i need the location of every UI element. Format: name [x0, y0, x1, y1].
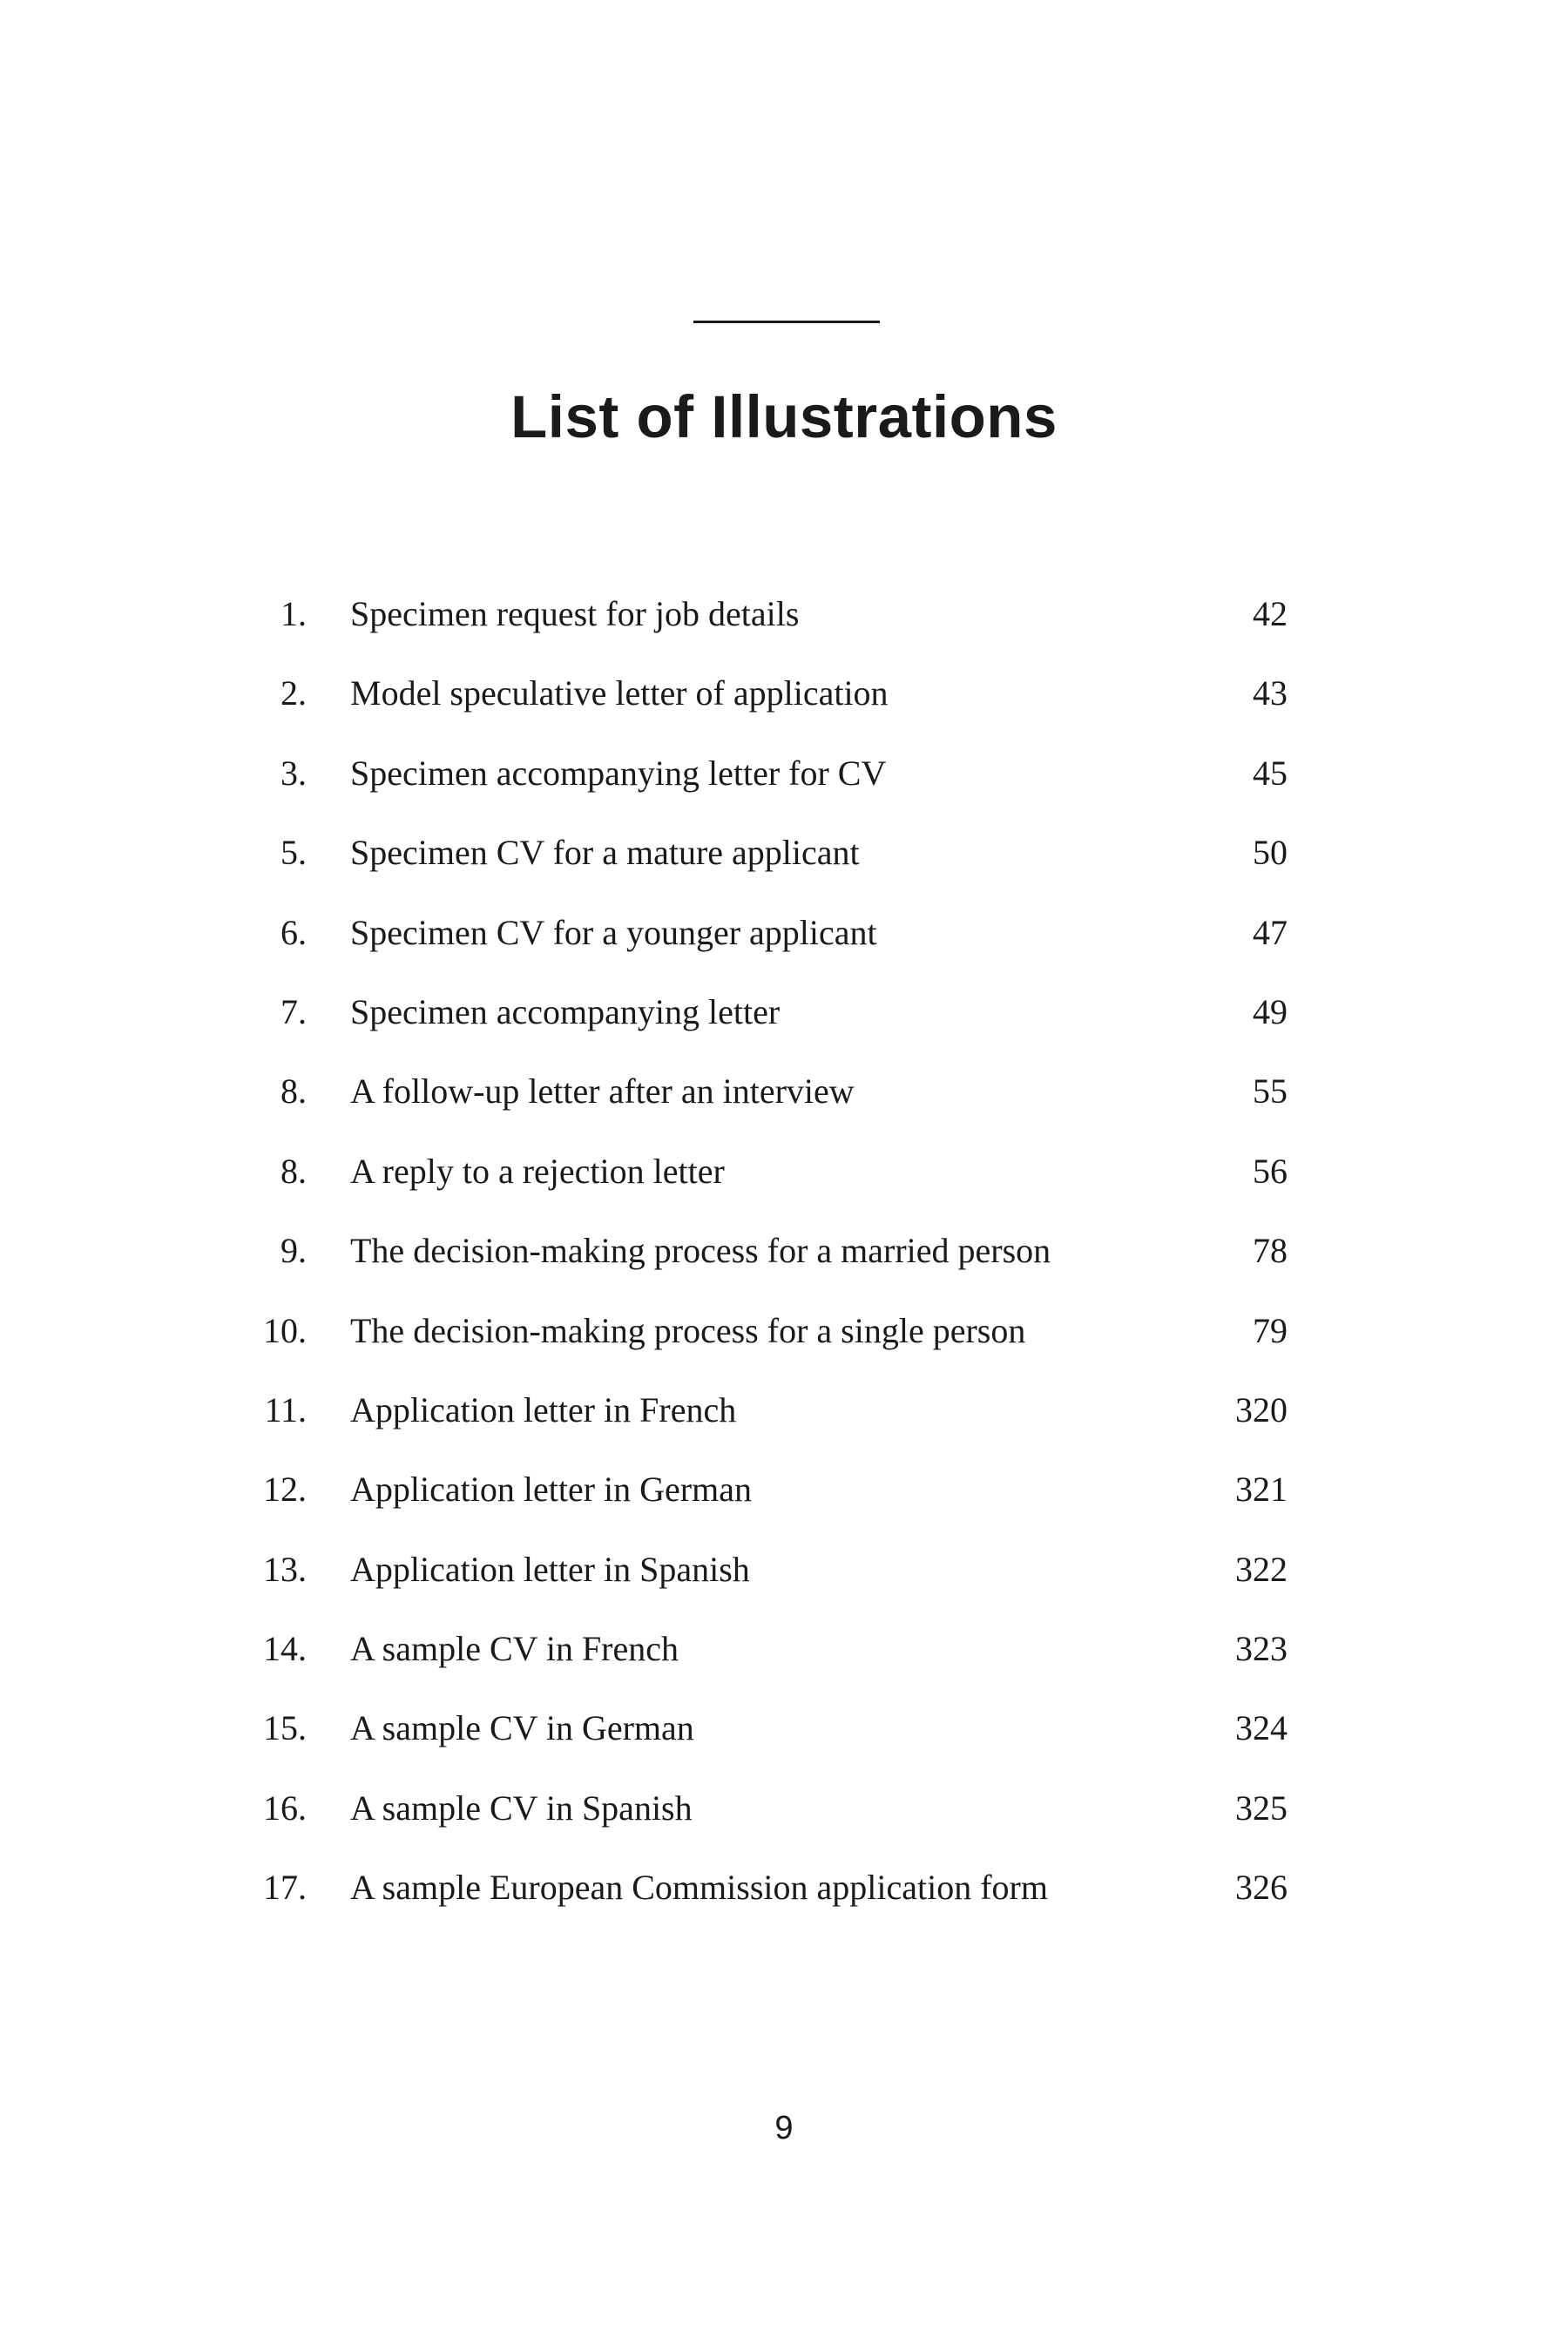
page-title: List of Illustrations [510, 383, 1058, 451]
list-item [0, 1226, 1568, 1305]
item-number: 16. [263, 1788, 307, 1828]
list-item [0, 1783, 1568, 1862]
list-item [0, 1385, 1568, 1464]
item-title: Specimen accompanying letter [350, 991, 781, 1031]
item-title: A sample CV in French [350, 1629, 679, 1669]
item-title: Application letter in French [350, 1389, 737, 1429]
item-title: Model speculative letter of application [350, 673, 889, 713]
item-page-number: 325 [1235, 1788, 1288, 1828]
item-title: A reply to a rejection letter [350, 1151, 725, 1191]
item-page-number: 56 [1253, 1151, 1288, 1191]
item-number: 8. [280, 1071, 307, 1112]
list-item [0, 1703, 1568, 1782]
list-item [0, 1306, 1568, 1385]
item-number: 8. [280, 1151, 307, 1191]
item-number: 7. [280, 991, 307, 1031]
title-rule [693, 321, 880, 323]
list-item [0, 668, 1568, 747]
item-number: 15. [263, 1708, 307, 1748]
list-item [0, 1544, 1568, 1624]
item-title: Application letter in German [350, 1470, 752, 1510]
item-number: 9. [280, 1231, 307, 1271]
item-title: Specimen accompanying letter for CV [350, 753, 887, 793]
item-title: The decision-making process for a single person [350, 1310, 1026, 1350]
item-title: A sample European Commission application form [350, 1868, 1048, 1908]
item-title: The decision-making process for a married person [350, 1231, 1051, 1271]
item-number: 17. [263, 1868, 307, 1908]
item-page-number: 78 [1253, 1231, 1288, 1271]
item-page-number: 49 [1253, 991, 1288, 1031]
item-page-number: 322 [1235, 1549, 1288, 1589]
item-page-number: 320 [1235, 1389, 1288, 1429]
item-number: 11. [264, 1389, 307, 1429]
item-title: Specimen CV for a younger applicant [350, 912, 877, 952]
item-page-number: 45 [1253, 753, 1288, 793]
item-page-number: 43 [1253, 673, 1288, 713]
item-title: A follow-up letter after an interview [350, 1071, 855, 1112]
item-title: A sample CV in Spanish [350, 1788, 693, 1828]
illustrations-list [0, 589, 1568, 1943]
list-item [0, 1862, 1568, 1942]
item-number: 3. [280, 753, 307, 793]
page-number: 9 [774, 2110, 794, 2146]
item-page-number: 47 [1253, 912, 1288, 952]
item-number: 1. [280, 594, 307, 633]
item-number: 6. [280, 912, 307, 952]
list-item [0, 1066, 1568, 1146]
item-page-number: 323 [1235, 1629, 1288, 1669]
list-item [0, 1464, 1568, 1544]
item-page-number: 324 [1235, 1708, 1288, 1748]
list-item [0, 589, 1568, 668]
list-item [0, 908, 1568, 987]
list-item [0, 1624, 1568, 1703]
item-page-number: 55 [1253, 1071, 1288, 1112]
item-number: 2. [280, 673, 307, 713]
item-number: 12. [263, 1470, 307, 1510]
list-item [0, 987, 1568, 1066]
item-page-number: 50 [1253, 833, 1288, 873]
item-number: 5. [280, 833, 307, 873]
item-title: Specimen request for job details [350, 594, 800, 633]
item-number: 14. [263, 1629, 307, 1669]
item-number: 13. [263, 1549, 307, 1589]
item-page-number: 79 [1253, 1310, 1288, 1350]
item-page-number: 321 [1235, 1470, 1288, 1510]
list-item [0, 748, 1568, 828]
list-item [0, 1146, 1568, 1226]
item-page-number: 326 [1235, 1868, 1288, 1908]
item-title: Application letter in Spanish [350, 1549, 750, 1589]
item-title: A sample CV in German [350, 1708, 694, 1748]
item-title: Specimen CV for a mature applicant [350, 833, 860, 873]
list-item [0, 828, 1568, 907]
item-page-number: 42 [1253, 594, 1288, 633]
item-number: 10. [263, 1310, 307, 1350]
